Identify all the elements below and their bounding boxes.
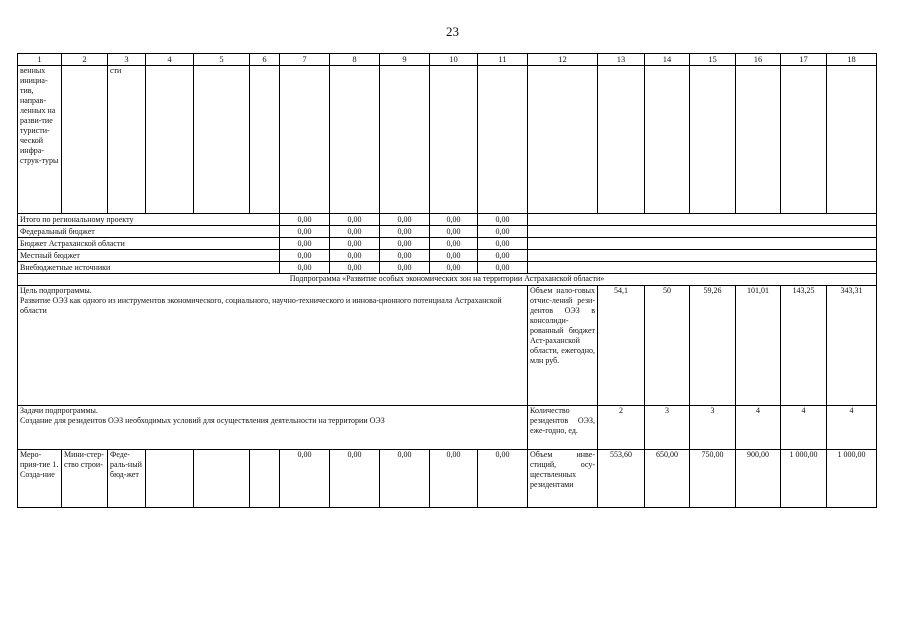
amount-cell: 0,00 [330, 250, 380, 262]
col-header: 11 [478, 54, 528, 66]
col-header: 17 [781, 54, 827, 66]
indicator-value: 1 000,00 [781, 450, 827, 508]
amount-cell: 0,00 [430, 250, 478, 262]
indicator-value: 343,31 [827, 286, 877, 406]
indicator-value: 4 [827, 406, 877, 450]
col-header: 10 [430, 54, 478, 66]
amount-cell: 0,00 [330, 214, 380, 226]
subprogram-title: Подпрограмма «Развитие особых экономических зон на территории Астраханской области» [18, 274, 877, 286]
page-number: 23 [446, 24, 459, 39]
amount-cell: 0,00 [430, 238, 478, 250]
indicator-value: 3 [690, 406, 736, 450]
amount-cell: 0,00 [430, 226, 478, 238]
summary-label: Бюджет Астраханской области [18, 238, 280, 250]
tasks-indicator: Количество резидентов ОЭЗ, еже-годно, ед. [528, 406, 598, 450]
tasks-row [18, 406, 877, 450]
summary-row [18, 214, 877, 226]
continuation-row [18, 66, 877, 214]
amount-cell: 0,00 [330, 262, 380, 274]
amount-cell: 0,00 [380, 450, 430, 508]
measure-indicator: Объем инве-стиций, осу-ществленных резидентами [528, 450, 598, 508]
amount-cell: 0,00 [280, 214, 330, 226]
indicator-value: 750,00 [690, 450, 736, 508]
summary-row [18, 250, 877, 262]
amount-cell: 0,00 [280, 450, 330, 508]
indicator-value: 1 000,00 [827, 450, 877, 508]
col-header: 9 [380, 54, 430, 66]
col-header: 2 [62, 54, 108, 66]
col-header: 4 [146, 54, 194, 66]
goal-row [18, 286, 877, 406]
tasks-heading: Задачи подпрограммы. [20, 406, 98, 415]
tasks-cell [18, 406, 528, 450]
col-header: 6 [250, 54, 280, 66]
indicator-value: 4 [781, 406, 827, 450]
amount-cell: 0,00 [380, 250, 430, 262]
budget-table [17, 53, 877, 508]
summary-row [18, 238, 877, 250]
amount-cell: 0,00 [330, 226, 380, 238]
col-header: 1 [18, 54, 62, 66]
amount-cell: 0,00 [380, 238, 430, 250]
amount-cell: 0,00 [430, 450, 478, 508]
measure-row [18, 450, 877, 508]
amount-cell: 0,00 [380, 214, 430, 226]
amount-cell: 0,00 [330, 450, 380, 508]
indicator-value: 2 [598, 406, 645, 450]
summary-row [18, 262, 877, 274]
summary-row [18, 226, 877, 238]
cell-activity-continued: венных инициа-тив, направ-ленных на разви-тие туристи-ческой инфра-струк-туры [18, 66, 62, 214]
amount-cell: 0,00 [478, 262, 528, 274]
measure-source: Феде-раль-ный бюд-жет [108, 450, 146, 508]
indicator-value: 650,00 [645, 450, 690, 508]
amount-cell: 0,00 [478, 250, 528, 262]
indicator-value: 900,00 [736, 450, 781, 508]
amount-cell: 0,00 [330, 238, 380, 250]
amount-cell: 0,00 [478, 214, 528, 226]
col-header: 3 [108, 54, 146, 66]
amount-cell: 0,00 [280, 250, 330, 262]
measure-name: Меро-прия-тие 1. Созда-ние [18, 450, 62, 508]
amount-cell: 0,00 [280, 238, 330, 250]
goal-text: Развитие ОЭЗ как одного из инструментов экономического, социального, научно-технического и иннова-ционного потенциала Астраханской области [20, 296, 502, 315]
indicator-value: 59,26 [690, 286, 736, 406]
goal-heading: Цель подпрограммы. [20, 286, 92, 295]
amount-cell: 0,00 [380, 262, 430, 274]
amount-cell: 0,00 [280, 226, 330, 238]
col-header: 8 [330, 54, 380, 66]
indicator-value: 54,1 [598, 286, 645, 406]
amount-cell: 0,00 [478, 450, 528, 508]
goal-indicator: Объем нало-говых отчис-лений рези-дентов ОЭЗ в консолиди-рованный бюджет Аст-раханской области, ежегодно, млн руб. [528, 286, 598, 406]
summary-label: Итого по региональному проекту [18, 214, 280, 226]
col-header: 13 [598, 54, 645, 66]
indicator-value: 143,25 [781, 286, 827, 406]
col-header: 7 [280, 54, 330, 66]
amount-cell: 0,00 [380, 226, 430, 238]
indicator-value: 101,01 [736, 286, 781, 406]
amount-cell: 0,00 [280, 262, 330, 274]
summary-label: Внебюджетные источники [18, 262, 280, 274]
indicator-value: 4 [736, 406, 781, 450]
indicator-value: 50 [645, 286, 690, 406]
goal-cell [18, 286, 528, 406]
amount-cell: 0,00 [478, 238, 528, 250]
tasks-text: Создание для резидентов ОЭЗ необходимых условий для осуществления деятельности на территории ОЭЗ [20, 416, 385, 425]
amount-cell: 0,00 [430, 214, 478, 226]
amount-cell: 0,00 [430, 262, 478, 274]
col-header: 18 [827, 54, 877, 66]
col-header: 12 [528, 54, 598, 66]
cell-executor-continued: сти [108, 66, 146, 214]
indicator-value: 553,60 [598, 450, 645, 508]
col-header: 5 [194, 54, 250, 66]
col-header: 14 [645, 54, 690, 66]
header-row [18, 54, 877, 66]
col-header: 15 [690, 54, 736, 66]
col-header: 16 [736, 54, 781, 66]
summary-label: Местный бюджет [18, 250, 280, 262]
indicator-value: 3 [645, 406, 690, 450]
amount-cell: 0,00 [478, 226, 528, 238]
subprogram-row [18, 274, 877, 286]
summary-label: Федеральный бюджет [18, 226, 280, 238]
measure-executor: Мини-стер-ство строи- [62, 450, 108, 508]
